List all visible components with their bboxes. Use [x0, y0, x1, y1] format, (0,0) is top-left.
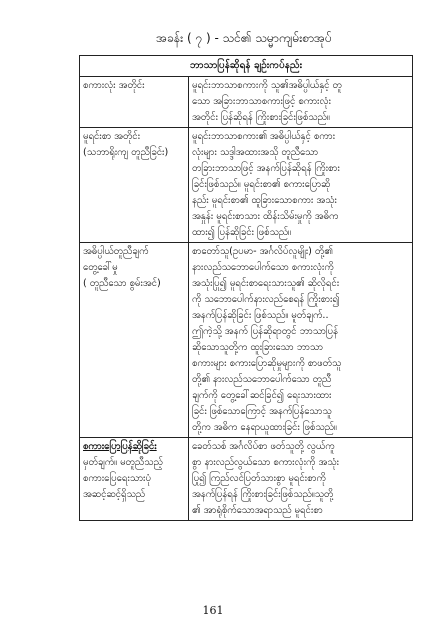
approach-line: ( တူညီသော စွမ်းအင်) — [83, 278, 161, 289]
approach-description — [189, 128, 413, 243]
approach-name — [80, 128, 189, 243]
approach-line: စကားပြေရေးသားပုံ — [83, 473, 151, 484]
table-heading-row — [80, 56, 413, 77]
approach-line: စကားပြောပြန်ဆိုခြင်း — [83, 441, 157, 452]
description-line: တခြားဘာသာဖြင့် အနက်ပြန်ဆိုရန် ကြိုးစား — [192, 163, 340, 174]
description-line: စာတော်သူ(ဥပမာ- အင်္ဂလိပ်လူမျိုး) တို့၏ — [192, 246, 333, 257]
approach-line: စကားလုံး အတိုင်း — [83, 80, 145, 91]
description-line: ခေတ်သစ် အင်္ဂလိပ်စာ ဖတ်သူတို့ လွယ်ကူ — [192, 441, 335, 452]
description-line: တို့က အဓိက နေရာယူထားခြင်း ဖြစ်သည်။ — [192, 422, 337, 433]
description-line: ချက်ကို တွေ့ခေါ်ဆင်ခြင်၍ ရေးသားထား — [192, 390, 332, 401]
description-line: အတိုင်း ပြန်ဆိုရန် ကြိုးစားခြင်းဖြစ်သည်။ — [192, 112, 330, 123]
description-line: နားလည်သဘောပေါက်သော စကားလုံးကို — [192, 262, 334, 273]
approach-line: (သဘာရိုးကျ တူညီခြင်း) — [83, 147, 169, 158]
description-line: အနက်ပြန်ဆိုခြင်း ဖြစ်သည်။ မူတ်ချက်.. — [192, 310, 329, 321]
approach-line: မှတ်ချက်။ မတူညီသည့် — [83, 457, 163, 468]
description-line: ပြု၍ ကြည်လင်ပြတ်သားစွာ မူရင်းစာကို — [192, 473, 326, 484]
approach-description — [189, 243, 413, 438]
description-line: ထား၍ ပြန်ဆိုခြင်း ဖြစ်သည်။ — [192, 227, 291, 238]
description-line: အသုံးပြု၍ မူရင်းစာရေးသားသူ၏ ဆိုလိုရင်း — [192, 278, 340, 289]
description-line: တို့၏ နားလည်သဘောပေါက်သော တူညီ — [192, 374, 332, 385]
approach-name — [80, 243, 189, 438]
page-number: 161 — [202, 604, 224, 617]
description-line: မူရင်းဘာသာစကား၏ အဓိပ္ပါယ်နှင့် စကား — [192, 131, 336, 142]
table-row — [80, 77, 413, 128]
approach-name — [80, 438, 189, 521]
description-line: ကို သဘောပေါက်နားလည်စေရန် ကြိုးစား၍ — [192, 294, 340, 305]
approach-description — [189, 438, 413, 521]
table-row — [80, 243, 413, 438]
description-line: မူရင်းဘာသာစကားကို သူ၏အဓိပ္ပါယ်နှင့် တူ — [192, 80, 342, 91]
table-row — [80, 438, 413, 521]
description-line: ဤကဲ့သို့ အနက် ပြန်ဆိုရာတွင် ဘာသာပြန် — [192, 326, 338, 337]
approach-description — [189, 77, 413, 128]
description-line: ဆိုသောသူတို့က ထူးခြားသော ဘာသာ — [192, 342, 323, 353]
description-line: ခြင်းဖြစ်သည်။ မူရင်းစာ၏ စကားပြောဆို — [192, 179, 331, 190]
approach-line: အဓိပ္ပါယ်တူညီချက် — [83, 246, 149, 257]
approach-line: မူရင်းစာ အတိုင်း — [83, 131, 141, 142]
description-line: ၏ အာရုံစိုက်သောအရာသည် မူရင်းစာ — [192, 505, 323, 516]
description-line: အနက်ပြန်ရန် ကြိုးစားခြင်းဖြစ်သည်။သူတို့ — [192, 489, 334, 500]
description-line: စကားများ စကားပြောဆိုမှုများကို စာဖတ်သူ — [192, 358, 342, 369]
chapter-header: အခန်း ( ၇ ) - သင်၏ သမ္မာကျမ်းစာအုပ် — [156, 31, 332, 45]
description-line: နည်း မူရင်းစာ၏ ထူခြားသောစကား အသုံး — [192, 195, 337, 206]
approach-name — [80, 77, 189, 128]
table-heading: ဘာသာပြန်ဆိုရန် ချဉ်းကပ်နည်း — [80, 56, 413, 77]
description-line: အနှုန်း မူရင်းစာသား ထိန်းသိမ်းမှုကို အဓိက — [192, 211, 339, 222]
description-line: စွာ နားလည်လွယ်သော စကားလုံးကို အသုံး — [192, 457, 339, 468]
approach-line: အဆင့်ဆင့်ရှိသည် — [83, 489, 146, 500]
description-line: သော အခြားဘာသာစကားဖြင့် စကားလုံး — [192, 96, 331, 107]
translation-approaches-table — [79, 55, 413, 521]
description-line: လုံးများ သဒ္ဒါအထားအသို တူညီသော — [192, 147, 319, 158]
table-row — [80, 128, 413, 243]
description-line: ခြင်း ဖြစ်သောကြောင့် အနက်ပြန်သောသူ — [192, 406, 332, 417]
approach-line: တွေ့ခေါ်မှု — [83, 262, 118, 273]
